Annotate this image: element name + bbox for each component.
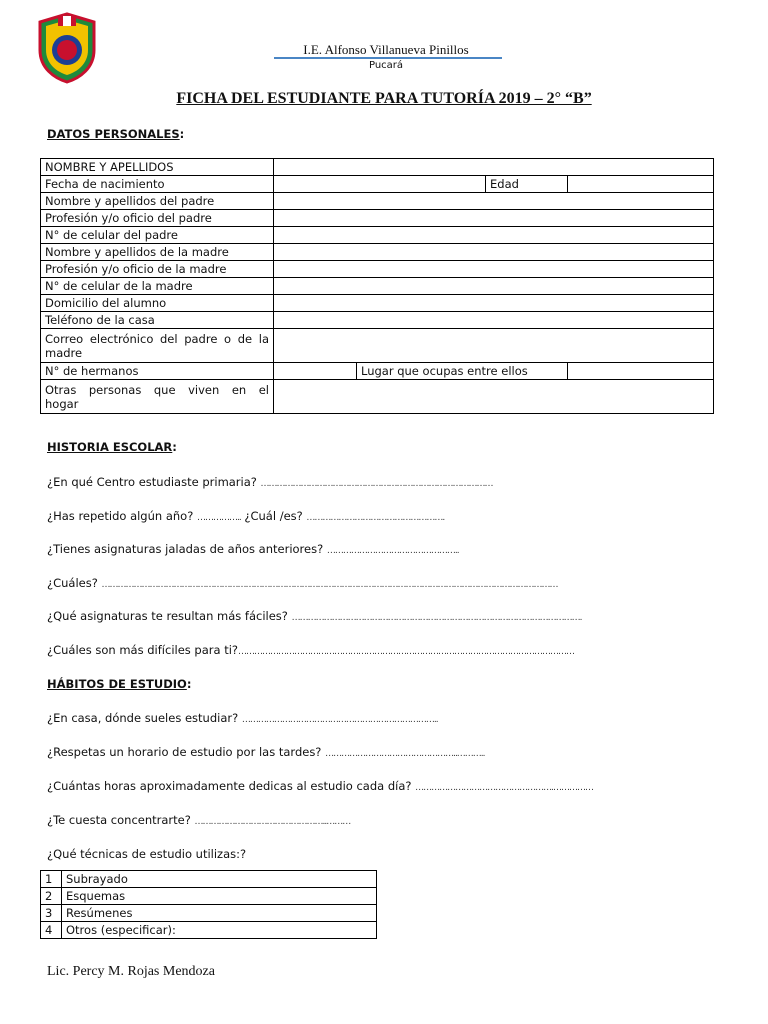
question-concentration[interactable]: ¿Te cuesta concentrarte? …………………………………………..……… xyxy=(47,813,351,827)
question-which-subjects[interactable]: ¿Cuáles? ……………………………………………………………………………………………………………………………………………………… xyxy=(47,576,558,590)
question-study-schedule[interactable]: ¿Respetas un horario de estudio por las tardes? …………………………………………..……….. xyxy=(47,745,485,759)
question-study-place[interactable]: ¿En casa, dónde sueles estudiar? ……………………………………………………………….. xyxy=(47,711,438,725)
question-study-techniques: ¿Qué técnicas de estudio utilizas:? xyxy=(47,847,247,861)
label-birth: Fecha de nacimiento xyxy=(41,176,274,193)
section-personal-label: DATOS PERSONALES xyxy=(47,127,180,141)
label-siblings: N° de hermanos xyxy=(41,363,274,380)
techniques-table xyxy=(40,870,377,939)
field-sibling-place[interactable] xyxy=(568,363,714,380)
field-email[interactable] xyxy=(274,329,714,363)
field-others[interactable] xyxy=(274,380,714,414)
label-name: NOMBRE Y APELLIDOS xyxy=(41,159,274,176)
technique-resumenes[interactable]: Resúmenes xyxy=(62,905,377,922)
personal-data-table xyxy=(40,158,714,414)
label-mother-name: Nombre y apellidos de la madre xyxy=(41,244,274,261)
technique-number: 3 xyxy=(41,905,62,922)
field-birth[interactable] xyxy=(274,176,486,193)
label-mother-phone: N° de celular de la madre xyxy=(41,278,274,295)
field-age[interactable] xyxy=(568,176,714,193)
field-father-name[interactable] xyxy=(274,193,714,210)
section-school-history-label: HISTORIA ESCOLAR xyxy=(47,440,173,454)
label-sibling-place: Lugar que ocupas entre ellos xyxy=(357,363,568,380)
label-email: Correo electrónico del padre o de la madre xyxy=(41,329,274,363)
label-father-name: Nombre y apellidos del padre xyxy=(41,193,274,210)
field-address[interactable] xyxy=(274,295,714,312)
question-hard-subjects[interactable]: ¿Cuáles son más difíciles para ti?……………………………………………………………………………………………………………… xyxy=(47,643,575,657)
technique-number: 1 xyxy=(41,871,62,888)
header-rule xyxy=(274,57,502,59)
field-mother-phone[interactable] xyxy=(274,278,714,295)
question-study-hours[interactable]: ¿Cuántas horas aproximadamente dedicas al estudio cada día? …………………………………………….…………… xyxy=(47,779,593,793)
field-mother-job[interactable] xyxy=(274,261,714,278)
section-study-habits-heading: HÁBITOS DE ESTUDIO: xyxy=(47,677,192,691)
technique-esquemas[interactable]: Esquemas xyxy=(62,888,377,905)
field-name[interactable] xyxy=(274,159,714,176)
technique-otros[interactable]: Otros (especificar): xyxy=(62,922,377,939)
label-father-phone: N° de celular del padre xyxy=(41,227,274,244)
label-mother-job: Profesión y/o oficio de la madre xyxy=(41,261,274,278)
technique-subrayado[interactable]: Subrayado xyxy=(62,871,377,888)
label-address: Domicilio del alumno xyxy=(41,295,274,312)
label-father-job: Profesión y/o oficio del padre xyxy=(41,210,274,227)
section-study-habits-label: HÁBITOS DE ESTUDIO xyxy=(47,677,187,691)
section-school-history-heading: HISTORIA ESCOLAR: xyxy=(47,440,177,454)
signature-name: Lic. Percy M. Rojas Mendoza xyxy=(47,964,215,979)
field-father-job[interactable] xyxy=(274,210,714,227)
field-mother-name[interactable] xyxy=(274,244,714,261)
technique-number: 2 xyxy=(41,888,62,905)
form-title: FICHA DEL ESTUDIANTE PARA TUTORÍA 2019 – 2° “B” xyxy=(176,90,592,107)
question-repeated-year[interactable]: ¿Has repetido algún año? …………….. ¿Cuál /es? ……………………………………………. xyxy=(47,509,445,523)
technique-number: 4 xyxy=(41,922,62,939)
field-siblings[interactable] xyxy=(274,363,357,380)
section-personal-heading: DATOS PERSONALES: xyxy=(47,127,185,141)
school-town: Pucará xyxy=(368,60,404,71)
question-failed-subjects[interactable]: ¿Tienes asignaturas jaladas de años anteriores? ………………………………………….. xyxy=(47,542,459,556)
field-father-phone[interactable] xyxy=(274,227,714,244)
school-name: I.E. Alfonso Villanueva Pinillos xyxy=(303,42,469,57)
question-easy-subjects[interactable]: ¿Qué asignaturas te resultan más fáciles? ………………………………………………………………………………………………. xyxy=(47,609,582,623)
label-home-phone: Teléfono de la casa xyxy=(41,312,274,329)
field-home-phone[interactable] xyxy=(274,312,714,329)
label-others: Otras personas que viven en el hogar xyxy=(41,380,274,414)
label-age: Edad xyxy=(486,176,568,193)
school-crest-logo xyxy=(36,12,98,84)
question-primary-school[interactable]: ¿En qué Centro estudiaste primaria? …………………………………………………………………………… xyxy=(47,475,493,489)
